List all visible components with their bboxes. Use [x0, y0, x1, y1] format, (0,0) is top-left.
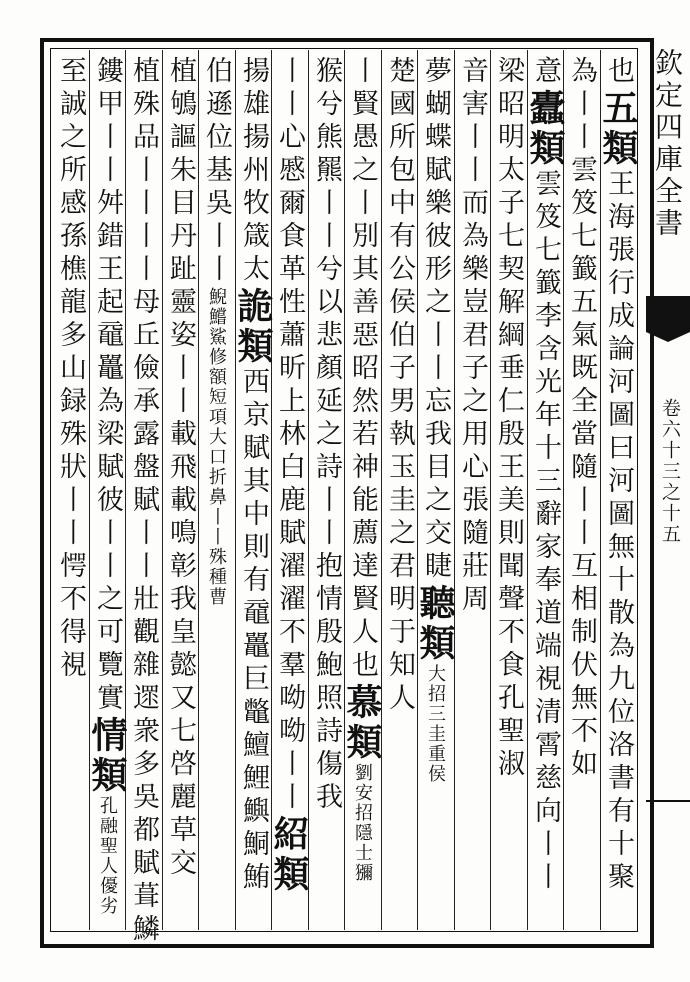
fish-tail-notch [646, 332, 690, 342]
category-heading: 情類 [86, 716, 128, 796]
text-column [48, 56, 92, 926]
annotation-text: 大招三圭重侯 [425, 664, 446, 784]
margin-rule [646, 800, 690, 802]
body-text: 意 [530, 56, 561, 89]
category-heading: 五類 [597, 89, 639, 169]
book-title: 欽定四庫全書 [651, 48, 684, 240]
fish-tail-mark [646, 296, 690, 332]
category-heading: 聽類 [414, 584, 456, 664]
body-text: 伯遜位基吳丨丨 [201, 56, 232, 287]
annotation-text: 孔融聖人優劣 [97, 796, 118, 916]
body-text: 也 [603, 56, 634, 89]
category-heading: 慕類 [341, 683, 383, 763]
folio-label: 卷六十三之十五 [659, 398, 681, 545]
body-text: 王海張行成論河圖曰河圖無十散為九位洛書有十聚 [603, 169, 634, 895]
body-text: 丨賢愚之丨別其善惡昭然若神能薦達賢人也 [347, 56, 378, 683]
body-text: 猴兮熊羆丨丨兮以悲顏延之詩丨丨抱情殷鮑照詩傷我 [311, 56, 342, 815]
body-text: 音害丨丨而為樂豈君子之用心張隨莊周 [457, 56, 488, 617]
body-text: 為丨丨雲笈七籖五氣既全當隨丨丨互相制伏無不如 [566, 56, 597, 782]
category-heading: 詭類 [232, 287, 274, 367]
body-text: 雲笈七籖李含光年十三辭家奉道端視清霄慈向丨丨 [530, 169, 561, 895]
body-text: 丨丨心慼爾食革性蕭昕上林白鹿賦濯濯不羣呦呦丨丨 [274, 56, 305, 815]
annotation-text: 鯢鱨鯊修額短項大口折鼻丨丨殊種曹 [206, 287, 227, 607]
body-text: 鏤甲丨丨舛錯王起黿鼉為梁賦彼丨丨之可覽實 [92, 56, 123, 716]
body-text: 植鴝謳朱目丹趾靈姿丨丨載飛載鳴彰我皇懿又七啓麗草交 [165, 56, 196, 881]
body-text: 西京賦其中則有黿鼉巨鼈鱣鯉鱮鮦鮪 [238, 367, 269, 895]
body-text: 植殊品丨丨丨丨母丘儉承露盤賦丨丨壯觀雜遝衆多吳都賦葺鱗 [128, 56, 159, 947]
category-heading: 蠹類 [524, 89, 566, 169]
body-text: 楚國所包中有公侯伯子男執玉圭之君明于知人 [384, 56, 415, 716]
body-text: 至誠之所感孫樵龍多山録殊狀丨丨愕不得視 [55, 56, 86, 683]
body-text: 夢蝴蝶賦樂彼形之丨丨忘我目之交睫 [420, 56, 451, 584]
body-text: 揚雄揚州牧箴太 [238, 56, 269, 287]
annotation-text: 劉安招隱士獼 [352, 763, 373, 883]
category-heading: 紹類 [268, 815, 310, 895]
body-text: 梁昭明太子七契解綱垂仁殷王美則聞聲不食孔聖淑 [493, 56, 524, 782]
